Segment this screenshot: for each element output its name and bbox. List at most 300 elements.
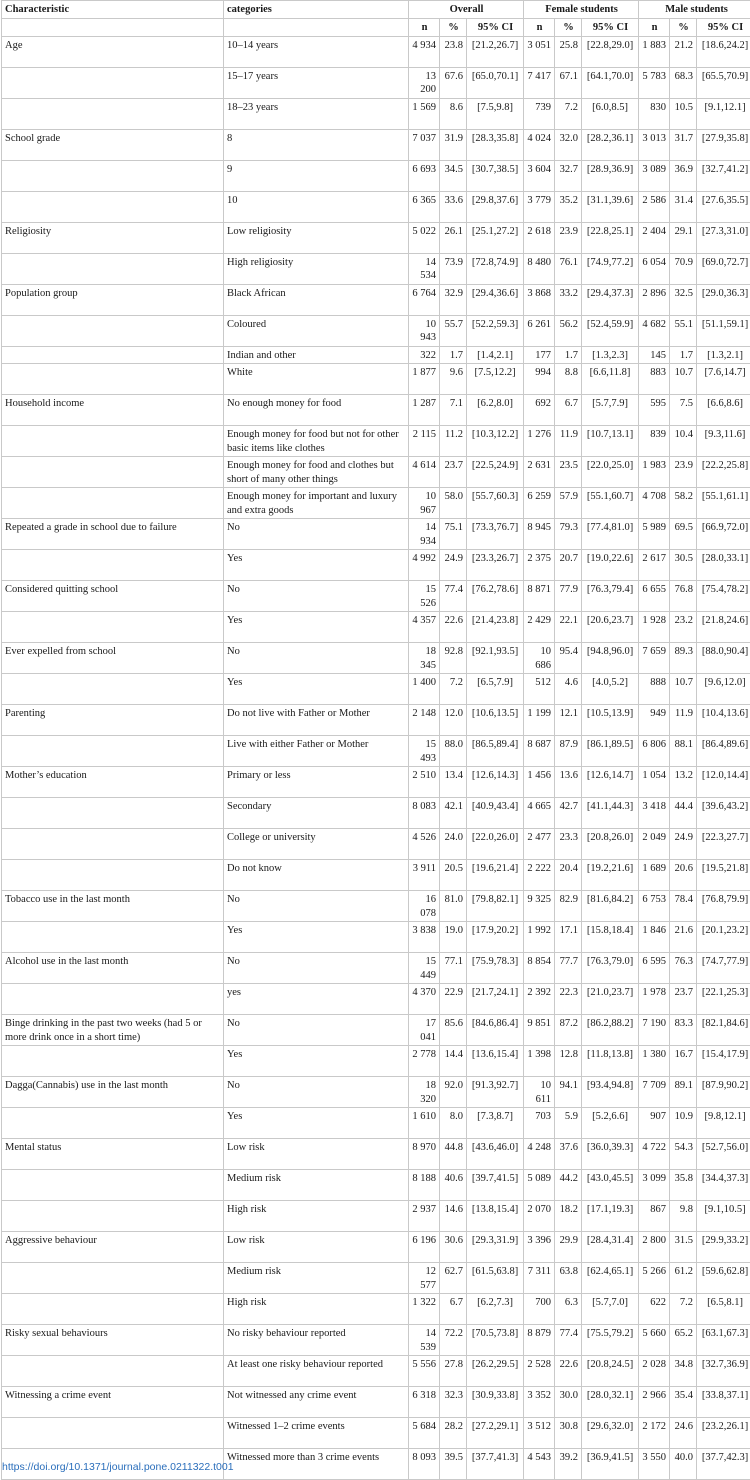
ci-cell: [6.2,7.3] bbox=[467, 1294, 524, 1325]
category-cell: At least one risky behaviour reported bbox=[224, 1356, 409, 1387]
percent-cell: 11.9 bbox=[555, 426, 582, 457]
count-cell: 6 764 bbox=[409, 284, 440, 315]
count-cell: 7 659 bbox=[639, 643, 670, 674]
ci-cell: [15.8,18.4] bbox=[582, 922, 639, 953]
characteristic-cell bbox=[2, 736, 224, 767]
percent-cell: 10.5 bbox=[670, 98, 697, 129]
percent-cell: 21.2 bbox=[670, 36, 697, 67]
percent-cell: 22.6 bbox=[440, 612, 467, 643]
percent-cell: 9.6 bbox=[440, 364, 467, 395]
count-cell: 5 660 bbox=[639, 1325, 670, 1356]
category-cell: Secondary bbox=[224, 798, 409, 829]
count-cell: 4 248 bbox=[524, 1139, 555, 1170]
ci-cell: [21.7,24.1] bbox=[467, 984, 524, 1015]
header-overall: Overall bbox=[409, 1, 524, 19]
table-row bbox=[2, 1046, 750, 1077]
count-cell: 4 665 bbox=[524, 798, 555, 829]
table-row bbox=[2, 767, 750, 798]
characteristic-cell bbox=[2, 488, 224, 519]
table-row bbox=[2, 1108, 750, 1139]
percent-cell: 10.7 bbox=[670, 674, 697, 705]
category-cell: Low risk bbox=[224, 1139, 409, 1170]
characteristic-cell: Considered quitting school bbox=[2, 581, 224, 612]
characteristic-cell bbox=[2, 1356, 224, 1387]
subheader-ci: 95% CI bbox=[582, 19, 639, 37]
header-male-students: Male students bbox=[639, 1, 750, 19]
ci-cell: [55.7,60.3] bbox=[467, 488, 524, 519]
count-cell: 2 937 bbox=[409, 1201, 440, 1232]
count-cell: 8 945 bbox=[524, 519, 555, 550]
percent-cell: 78.4 bbox=[670, 891, 697, 922]
category-cell: Live with either Father or Mother bbox=[224, 736, 409, 767]
table-row bbox=[2, 36, 750, 67]
count-cell: 7 037 bbox=[409, 129, 440, 160]
category-cell: Medium risk bbox=[224, 1170, 409, 1201]
subheader-percent: % bbox=[440, 19, 467, 37]
category-cell: No risky behaviour reported bbox=[224, 1325, 409, 1356]
ci-cell: [22.0,25.0] bbox=[582, 457, 639, 488]
category-cell: 9 bbox=[224, 160, 409, 191]
percent-cell: 7.2 bbox=[670, 1294, 697, 1325]
count-cell: 8 093 bbox=[409, 1449, 440, 1480]
count-cell: 6 655 bbox=[639, 581, 670, 612]
count-cell: 2 966 bbox=[639, 1387, 670, 1418]
category-cell: Enough money for important and luxury and extra goods bbox=[224, 488, 409, 519]
table-row bbox=[2, 1170, 750, 1201]
characteristic-cell bbox=[2, 1170, 224, 1201]
doi-link[interactable]: https://doi.org/10.1371/journal.pone.0211322.t001 bbox=[2, 1461, 234, 1473]
category-cell: 15–17 years bbox=[224, 67, 409, 98]
count-cell: 322 bbox=[409, 346, 440, 364]
characteristic-cell: Aggressive behaviour bbox=[2, 1232, 224, 1263]
percent-cell: 37.6 bbox=[555, 1139, 582, 1170]
count-cell: 6 259 bbox=[524, 488, 555, 519]
category-cell: College or university bbox=[224, 829, 409, 860]
characteristic-cell bbox=[2, 1108, 224, 1139]
count-cell: 1 380 bbox=[639, 1046, 670, 1077]
count-cell: 2 115 bbox=[409, 426, 440, 457]
count-cell: 5 556 bbox=[409, 1356, 440, 1387]
count-cell: 3 550 bbox=[639, 1449, 670, 1480]
count-cell: 595 bbox=[639, 395, 670, 426]
subheader-n: n bbox=[524, 19, 555, 37]
characteristic-cell bbox=[2, 922, 224, 953]
table-row bbox=[2, 829, 750, 860]
header-characteristic: Characteristic bbox=[2, 1, 224, 19]
characteristic-cell bbox=[2, 1418, 224, 1449]
percent-cell: 77.1 bbox=[440, 953, 467, 984]
count-cell: 7 190 bbox=[639, 1015, 670, 1046]
ci-cell: [43.0,45.5] bbox=[582, 1170, 639, 1201]
table-body bbox=[2, 36, 750, 1480]
count-cell: 6 753 bbox=[639, 891, 670, 922]
percent-cell: 34.5 bbox=[440, 160, 467, 191]
count-cell: 2 586 bbox=[639, 191, 670, 222]
count-cell: 1 992 bbox=[524, 922, 555, 953]
table-row bbox=[2, 488, 750, 519]
ci-cell: [28.2,36.1] bbox=[582, 129, 639, 160]
characteristic-cell bbox=[2, 346, 224, 364]
ci-cell: [65.5,70.9] bbox=[697, 67, 750, 98]
table-row bbox=[2, 1356, 750, 1387]
characteristic-cell bbox=[2, 364, 224, 395]
count-cell: 739 bbox=[524, 98, 555, 129]
table-row bbox=[2, 1139, 750, 1170]
characteristic-cell: Repeated a grade in school due to failure bbox=[2, 519, 224, 550]
ci-cell: [36.9,41.5] bbox=[582, 1449, 639, 1480]
percent-cell: 13.4 bbox=[440, 767, 467, 798]
characteristic-cell bbox=[2, 1046, 224, 1077]
characteristic-cell bbox=[2, 160, 224, 191]
table-row bbox=[2, 581, 750, 612]
ci-cell: [29.6,32.0] bbox=[582, 1418, 639, 1449]
count-cell: 1 983 bbox=[639, 457, 670, 488]
count-cell: 6 693 bbox=[409, 160, 440, 191]
table-row bbox=[2, 674, 750, 705]
count-cell: 2 631 bbox=[524, 457, 555, 488]
ci-cell: [31.1,39.6] bbox=[582, 191, 639, 222]
ci-cell: [39.7,41.5] bbox=[467, 1170, 524, 1201]
ci-cell: [6.5,7.9] bbox=[467, 674, 524, 705]
ci-cell: [75.9,78.3] bbox=[467, 953, 524, 984]
ci-cell: [70.5,73.8] bbox=[467, 1325, 524, 1356]
percent-cell: 6.7 bbox=[440, 1294, 467, 1325]
percent-cell: 32.9 bbox=[440, 284, 467, 315]
table-row bbox=[2, 129, 750, 160]
percent-cell: 13.6 bbox=[555, 767, 582, 798]
count-cell: 4 708 bbox=[639, 488, 670, 519]
ci-cell: [86.2,88.2] bbox=[582, 1015, 639, 1046]
percent-cell: 44.2 bbox=[555, 1170, 582, 1201]
characteristic-cell: Religiosity bbox=[2, 222, 224, 253]
ci-cell: [30.9,33.8] bbox=[467, 1387, 524, 1418]
count-cell: 1 456 bbox=[524, 767, 555, 798]
ci-cell: [29.4,37.3] bbox=[582, 284, 639, 315]
percent-cell: 9.8 bbox=[670, 1201, 697, 1232]
ci-cell: [6.2,8.0] bbox=[467, 395, 524, 426]
count-cell: 4 370 bbox=[409, 984, 440, 1015]
count-cell: 830 bbox=[639, 98, 670, 129]
count-cell: 5 022 bbox=[409, 222, 440, 253]
count-cell: 3 352 bbox=[524, 1387, 555, 1418]
ci-cell: [22.2,25.8] bbox=[697, 457, 750, 488]
ci-cell: [7.3,8.7] bbox=[467, 1108, 524, 1139]
ci-cell: [22.5,24.9] bbox=[467, 457, 524, 488]
count-cell: 14 934 bbox=[409, 519, 440, 550]
ci-cell: [20.6,23.7] bbox=[582, 612, 639, 643]
count-cell: 6 365 bbox=[409, 191, 440, 222]
table-row bbox=[2, 1294, 750, 1325]
percent-cell: 58.2 bbox=[670, 488, 697, 519]
count-cell: 4 992 bbox=[409, 550, 440, 581]
count-cell: 15 449 bbox=[409, 953, 440, 984]
count-cell: 700 bbox=[524, 1294, 555, 1325]
ci-cell: [21.4,23.8] bbox=[467, 612, 524, 643]
category-cell: White bbox=[224, 364, 409, 395]
ci-cell: [10.4,13.6] bbox=[697, 705, 750, 736]
table-row bbox=[2, 612, 750, 643]
table-row bbox=[2, 1387, 750, 1418]
ci-cell: [39.6,43.2] bbox=[697, 798, 750, 829]
percent-cell: 23.9 bbox=[670, 457, 697, 488]
count-cell: 14 534 bbox=[409, 253, 440, 284]
ci-cell: [6.5,8.1] bbox=[697, 1294, 750, 1325]
ci-cell: [29.3,31.9] bbox=[467, 1232, 524, 1263]
ci-cell: [28.4,31.4] bbox=[582, 1232, 639, 1263]
count-cell: 5 684 bbox=[409, 1418, 440, 1449]
percent-cell: 14.6 bbox=[440, 1201, 467, 1232]
count-cell: 5 089 bbox=[524, 1170, 555, 1201]
percent-cell: 20.6 bbox=[670, 860, 697, 891]
count-cell: 1 978 bbox=[639, 984, 670, 1015]
count-cell: 622 bbox=[639, 1294, 670, 1325]
ci-cell: [77.4,81.0] bbox=[582, 519, 639, 550]
table-row bbox=[2, 643, 750, 674]
percent-cell: 32.3 bbox=[440, 1387, 467, 1418]
count-cell: 15 493 bbox=[409, 736, 440, 767]
ci-cell: [5.2,6.6] bbox=[582, 1108, 639, 1139]
category-cell: No bbox=[224, 519, 409, 550]
table-row bbox=[2, 284, 750, 315]
ci-cell: [25.1,27.2] bbox=[467, 222, 524, 253]
percent-cell: 8.6 bbox=[440, 98, 467, 129]
percent-cell: 24.9 bbox=[440, 550, 467, 581]
percent-cell: 12.0 bbox=[440, 705, 467, 736]
characteristic-cell bbox=[2, 426, 224, 457]
ci-cell: [17.9,20.2] bbox=[467, 922, 524, 953]
ci-cell: [79.8,82.1] bbox=[467, 891, 524, 922]
ci-cell: [18.6,24.2] bbox=[697, 36, 750, 67]
percent-cell: 62.7 bbox=[440, 1263, 467, 1294]
category-cell: 8 bbox=[224, 129, 409, 160]
characteristic-cell bbox=[2, 612, 224, 643]
count-cell: 888 bbox=[639, 674, 670, 705]
count-cell: 2 392 bbox=[524, 984, 555, 1015]
percent-cell: 44.4 bbox=[670, 798, 697, 829]
ci-cell: [66.9,72.0] bbox=[697, 519, 750, 550]
characteristic-cell bbox=[2, 860, 224, 891]
count-cell: 1 398 bbox=[524, 1046, 555, 1077]
count-cell: 2 617 bbox=[639, 550, 670, 581]
count-cell: 177 bbox=[524, 346, 555, 364]
count-cell: 1 276 bbox=[524, 426, 555, 457]
count-cell: 3 099 bbox=[639, 1170, 670, 1201]
ci-cell: [86.4,89.6] bbox=[697, 736, 750, 767]
ci-cell: [51.1,59.1] bbox=[697, 315, 750, 346]
category-cell: Yes bbox=[224, 550, 409, 581]
ci-cell: [27.2,29.1] bbox=[467, 1418, 524, 1449]
category-cell: Low religiosity bbox=[224, 222, 409, 253]
percent-cell: 23.8 bbox=[440, 36, 467, 67]
ci-cell: [13.8,15.4] bbox=[467, 1201, 524, 1232]
percent-cell: 69.5 bbox=[670, 519, 697, 550]
count-cell: 839 bbox=[639, 426, 670, 457]
characteristic-cell bbox=[2, 1201, 224, 1232]
category-cell: Do not live with Father or Mother bbox=[224, 705, 409, 736]
count-cell: 1 400 bbox=[409, 674, 440, 705]
ci-cell: [55.1,60.7] bbox=[582, 488, 639, 519]
ci-cell: [32.7,41.2] bbox=[697, 160, 750, 191]
ci-cell: [62.4,65.1] bbox=[582, 1263, 639, 1294]
table-row bbox=[2, 222, 750, 253]
ci-cell: [5.7,7.0] bbox=[582, 1294, 639, 1325]
ci-cell: [28.9,36.9] bbox=[582, 160, 639, 191]
characteristic-cell bbox=[2, 674, 224, 705]
percent-cell: 8.0 bbox=[440, 1108, 467, 1139]
percent-cell: 20.7 bbox=[555, 550, 582, 581]
ci-cell: [4.0,5.2] bbox=[582, 674, 639, 705]
table-row bbox=[2, 364, 750, 395]
count-cell: 2 148 bbox=[409, 705, 440, 736]
percent-cell: 13.2 bbox=[670, 767, 697, 798]
category-cell: 10 bbox=[224, 191, 409, 222]
ci-cell: [76.3,79.0] bbox=[582, 953, 639, 984]
category-cell: Primary or less bbox=[224, 767, 409, 798]
percent-cell: 18.2 bbox=[555, 1201, 582, 1232]
count-cell: 907 bbox=[639, 1108, 670, 1139]
count-cell: 8 854 bbox=[524, 953, 555, 984]
count-cell: 1 883 bbox=[639, 36, 670, 67]
ci-cell: [65.0,70.1] bbox=[467, 67, 524, 98]
ci-cell: [7.5,9.8] bbox=[467, 98, 524, 129]
percent-cell: 31.9 bbox=[440, 129, 467, 160]
percent-cell: 32.7 bbox=[555, 160, 582, 191]
ci-cell: [29.4,36.6] bbox=[467, 284, 524, 315]
ci-cell: [9.1,10.5] bbox=[697, 1201, 750, 1232]
table-row bbox=[2, 67, 750, 98]
percent-cell: 42.7 bbox=[555, 798, 582, 829]
percent-cell: 29.1 bbox=[670, 222, 697, 253]
category-cell: No bbox=[224, 581, 409, 612]
characteristic-cell bbox=[2, 984, 224, 1015]
count-cell: 5 989 bbox=[639, 519, 670, 550]
ci-cell: [7.5,12.2] bbox=[467, 364, 524, 395]
ci-cell: [10.5,13.9] bbox=[582, 705, 639, 736]
count-cell: 2 375 bbox=[524, 550, 555, 581]
count-cell: 15 526 bbox=[409, 581, 440, 612]
ci-cell: [20.8,24.5] bbox=[582, 1356, 639, 1387]
percent-cell: 1.7 bbox=[670, 346, 697, 364]
ci-cell: [21.2,26.7] bbox=[467, 36, 524, 67]
percent-cell: 17.1 bbox=[555, 922, 582, 953]
table-row bbox=[2, 1418, 750, 1449]
percent-cell: 22.3 bbox=[555, 984, 582, 1015]
count-cell: 12 577 bbox=[409, 1263, 440, 1294]
percent-cell: 21.6 bbox=[670, 922, 697, 953]
ci-cell: [6.6,8.6] bbox=[697, 395, 750, 426]
count-cell: 1 928 bbox=[639, 612, 670, 643]
ci-cell: [10.3,12.2] bbox=[467, 426, 524, 457]
table-row bbox=[2, 346, 750, 364]
characteristic-cell: Binge drinking in the past two weeks (had 5 or more drink once in a short time) bbox=[2, 1015, 224, 1046]
subheader-ci: 95% CI bbox=[467, 19, 524, 37]
count-cell: 7 311 bbox=[524, 1263, 555, 1294]
subheader-n: n bbox=[639, 19, 670, 37]
category-cell: Yes bbox=[224, 1046, 409, 1077]
percent-cell: 68.3 bbox=[670, 67, 697, 98]
ci-cell: [22.3,27.7] bbox=[697, 829, 750, 860]
count-cell: 10 967 bbox=[409, 488, 440, 519]
count-cell: 1 054 bbox=[639, 767, 670, 798]
ci-cell: [17.1,19.3] bbox=[582, 1201, 639, 1232]
count-cell: 2 172 bbox=[639, 1418, 670, 1449]
category-cell: Coloured bbox=[224, 315, 409, 346]
characteristic-cell bbox=[2, 798, 224, 829]
characteristic-cell: Alcohol use in the last month bbox=[2, 953, 224, 984]
percent-cell: 7.5 bbox=[670, 395, 697, 426]
category-cell: Yes bbox=[224, 612, 409, 643]
count-cell: 3 868 bbox=[524, 284, 555, 315]
ci-cell: [19.6,21.4] bbox=[467, 860, 524, 891]
ci-cell: [9.3,11.6] bbox=[697, 426, 750, 457]
percent-cell: 5.9 bbox=[555, 1108, 582, 1139]
ci-cell: [69.0,72.7] bbox=[697, 253, 750, 284]
percent-cell: 23.7 bbox=[440, 457, 467, 488]
characteristic-cell: Mother’s education bbox=[2, 767, 224, 798]
count-cell: 2 778 bbox=[409, 1046, 440, 1077]
percent-cell: 75.1 bbox=[440, 519, 467, 550]
percent-cell: 30.5 bbox=[670, 550, 697, 581]
header-female-students: Female students bbox=[524, 1, 639, 19]
table-row bbox=[2, 519, 750, 550]
count-cell: 1 569 bbox=[409, 98, 440, 129]
table-row bbox=[2, 426, 750, 457]
ci-cell: [10.7,13.1] bbox=[582, 426, 639, 457]
ci-cell: [73.3,76.7] bbox=[467, 519, 524, 550]
percent-cell: 89.1 bbox=[670, 1077, 697, 1108]
percent-cell: 32.5 bbox=[670, 284, 697, 315]
percent-cell: 77.4 bbox=[440, 581, 467, 612]
percent-cell: 31.7 bbox=[670, 129, 697, 160]
percent-cell: 30.8 bbox=[555, 1418, 582, 1449]
percent-cell: 22.6 bbox=[555, 1356, 582, 1387]
percent-cell: 85.6 bbox=[440, 1015, 467, 1046]
ci-cell: [6.6,11.8] bbox=[582, 364, 639, 395]
count-cell: 8 188 bbox=[409, 1170, 440, 1201]
ci-cell: [29.8,37.6] bbox=[467, 191, 524, 222]
characteristic-cell bbox=[2, 550, 224, 581]
characteristic-cell: Risky sexual behaviours bbox=[2, 1325, 224, 1356]
count-cell: 2 618 bbox=[524, 222, 555, 253]
count-cell: 2 429 bbox=[524, 612, 555, 643]
percent-cell: 30.0 bbox=[555, 1387, 582, 1418]
ci-cell: [74.9,77.2] bbox=[582, 253, 639, 284]
count-cell: 1 877 bbox=[409, 364, 440, 395]
count-cell: 13 200 bbox=[409, 67, 440, 98]
percent-cell: 56.2 bbox=[555, 315, 582, 346]
percent-cell: 35.8 bbox=[670, 1170, 697, 1201]
percent-cell: 25.8 bbox=[555, 36, 582, 67]
percent-cell: 22.1 bbox=[555, 612, 582, 643]
percent-cell: 1.7 bbox=[440, 346, 467, 364]
count-cell: 3 089 bbox=[639, 160, 670, 191]
count-cell: 5 266 bbox=[639, 1263, 670, 1294]
ci-cell: [19.5,21.8] bbox=[697, 860, 750, 891]
percent-cell: 28.2 bbox=[440, 1418, 467, 1449]
table-row bbox=[2, 253, 750, 284]
percent-cell: 77.9 bbox=[555, 581, 582, 612]
count-cell: 883 bbox=[639, 364, 670, 395]
category-cell: High risk bbox=[224, 1294, 409, 1325]
ci-cell: [52.2,59.3] bbox=[467, 315, 524, 346]
percent-cell: 33.6 bbox=[440, 191, 467, 222]
count-cell: 2 222 bbox=[524, 860, 555, 891]
ci-cell: [26.2,29.5] bbox=[467, 1356, 524, 1387]
percent-cell: 58.0 bbox=[440, 488, 467, 519]
percent-cell: 72.2 bbox=[440, 1325, 467, 1356]
ci-cell: [22.8,25.1] bbox=[582, 222, 639, 253]
percent-cell: 55.1 bbox=[670, 315, 697, 346]
